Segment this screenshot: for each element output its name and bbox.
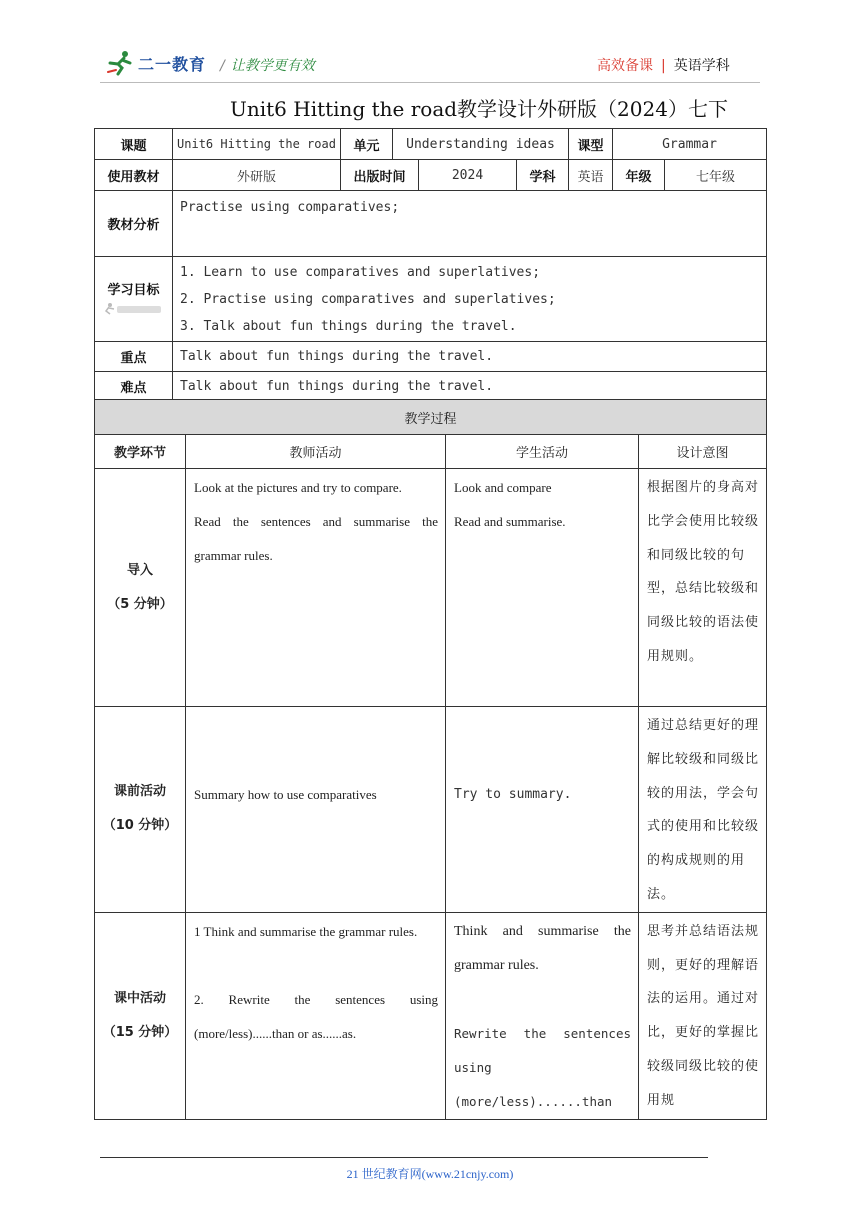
spacer	[454, 983, 631, 1017]
unit-label: 单元	[341, 129, 393, 160]
teacher-line: Read the sentences and summarise the grammar rules.	[194, 514, 438, 563]
footer-divider	[100, 1157, 708, 1158]
goal-item: 1. Learn to use comparatives and superlatives;	[180, 264, 541, 280]
unit-value: Understanding ideas	[393, 129, 569, 160]
col-teacher: 教师活动	[186, 435, 446, 469]
brand-logo[interactable]	[106, 50, 206, 76]
spacer	[194, 949, 438, 983]
student-line: Look and compare	[454, 480, 552, 495]
student-line: Try to summary.	[454, 787, 572, 803]
design-intent: 根据图片的身高对比学会使用比较级和同级比较的句型，总结比较级和同级比较的语法使用规则。	[639, 469, 767, 707]
student-line: Rewrite the sentences using (more/less)......than	[454, 1025, 631, 1109]
teacher-activity	[186, 912, 446, 1119]
difficult-point-label: 难点	[95, 372, 173, 402]
key-point-label: 重点	[95, 342, 173, 372]
textbook-label: 使用教材	[95, 160, 173, 191]
difficult-point-value: Talk about fun things during the travel.	[173, 372, 767, 402]
subject-label: 学科	[517, 160, 569, 191]
grade-label: 年级	[613, 160, 665, 191]
grade-value: 七年级	[665, 160, 767, 191]
table-row	[95, 707, 767, 913]
key-point-value: Talk about fun things during the travel.	[173, 342, 767, 372]
analysis-label: 教材分析	[95, 191, 173, 257]
stage-name: 课前活动	[113, 784, 166, 800]
watermark-logo-icon	[95, 302, 172, 320]
textbook-value: 外研版	[173, 160, 341, 191]
header-subject	[597, 55, 730, 75]
process-heading: 教学过程	[95, 400, 767, 435]
col-intent: 设计意图	[639, 435, 767, 469]
document-title: Unit6 Hitting the road教学设计外研版（2024）七下	[230, 97, 728, 121]
header-efficient-prep: 高效备课	[597, 58, 653, 74]
stage-cell	[95, 469, 186, 707]
teacher-line: Look at the pictures and try to compare.	[194, 480, 402, 495]
topic-label: 课题	[95, 129, 173, 160]
header-english-subject: 英语学科	[673, 58, 730, 74]
teacher-line: 1 Think and summarise the grammar rules.	[194, 923, 418, 939]
goals-label: 学习目标	[107, 282, 160, 298]
stage-time: （15 分钟）	[102, 1024, 178, 1040]
stage-name: 导入	[126, 562, 153, 578]
footer-link[interactable]: 21 世纪教育网(www.21cnjy.com)	[346, 1167, 514, 1181]
subject-value: 英语	[569, 160, 613, 191]
pubtime-value: 2024	[419, 160, 517, 191]
teacher-line: Summary how to use comparatives	[194, 787, 377, 803]
stage-cell	[95, 912, 186, 1119]
analysis-value: Practise using comparatives;	[173, 191, 767, 257]
goals-list	[173, 257, 767, 342]
lesson-info-table	[94, 128, 767, 402]
table-row	[95, 912, 767, 1119]
stage-name: 课中活动	[113, 990, 166, 1006]
teaching-process-table	[94, 399, 767, 1120]
teacher-activity	[186, 469, 446, 707]
header-separator: |	[661, 58, 666, 74]
lesson-type-label: 课型	[569, 129, 613, 160]
stage-cell	[95, 707, 186, 913]
teacher-activity	[186, 707, 446, 913]
goal-item: 2. Practise using comparatives and superlatives;	[180, 291, 556, 307]
student-activity	[446, 912, 639, 1119]
page-header	[0, 0, 860, 90]
design-intent: 思考并总结语法规则，更好的理解语法的运用。通过对比，更好的掌握比较级同级比较的使用规	[639, 912, 767, 1119]
lesson-type-value: Grammar	[613, 129, 767, 160]
student-line: Think and summarise the grammar rules.	[454, 923, 631, 973]
student-activity	[446, 469, 639, 707]
logo-text: 二一教育	[138, 54, 207, 74]
slogan-text: 让教学更有效	[230, 58, 315, 74]
col-stage: 教学环节	[95, 435, 186, 469]
pubtime-label: 出版时间	[341, 160, 419, 191]
table-row	[95, 469, 767, 707]
design-intent: 通过总结更好的理解比较级和同级比较的用法，学会句式的使用和比较级的构成规则的用法。	[639, 707, 767, 913]
stage-time: （5 分钟）	[107, 596, 173, 612]
runner-logo-icon	[106, 50, 136, 76]
topic-value: Unit6 Hitting the road	[173, 129, 341, 160]
teacher-line: 2. Rewrite the sentences using (more/less)......than or as......as.	[194, 991, 438, 1041]
col-student: 学生活动	[446, 435, 639, 469]
goal-item: 3. Talk about fun things during the travel.	[180, 318, 517, 334]
goals-label-cell	[95, 257, 173, 342]
student-line: Read and summarise.	[454, 514, 566, 529]
stage-time: （10 分钟）	[102, 818, 178, 834]
slogan-slash: /	[220, 58, 225, 74]
slogan	[220, 55, 315, 75]
header-divider	[100, 82, 760, 83]
student-activity	[446, 707, 639, 913]
